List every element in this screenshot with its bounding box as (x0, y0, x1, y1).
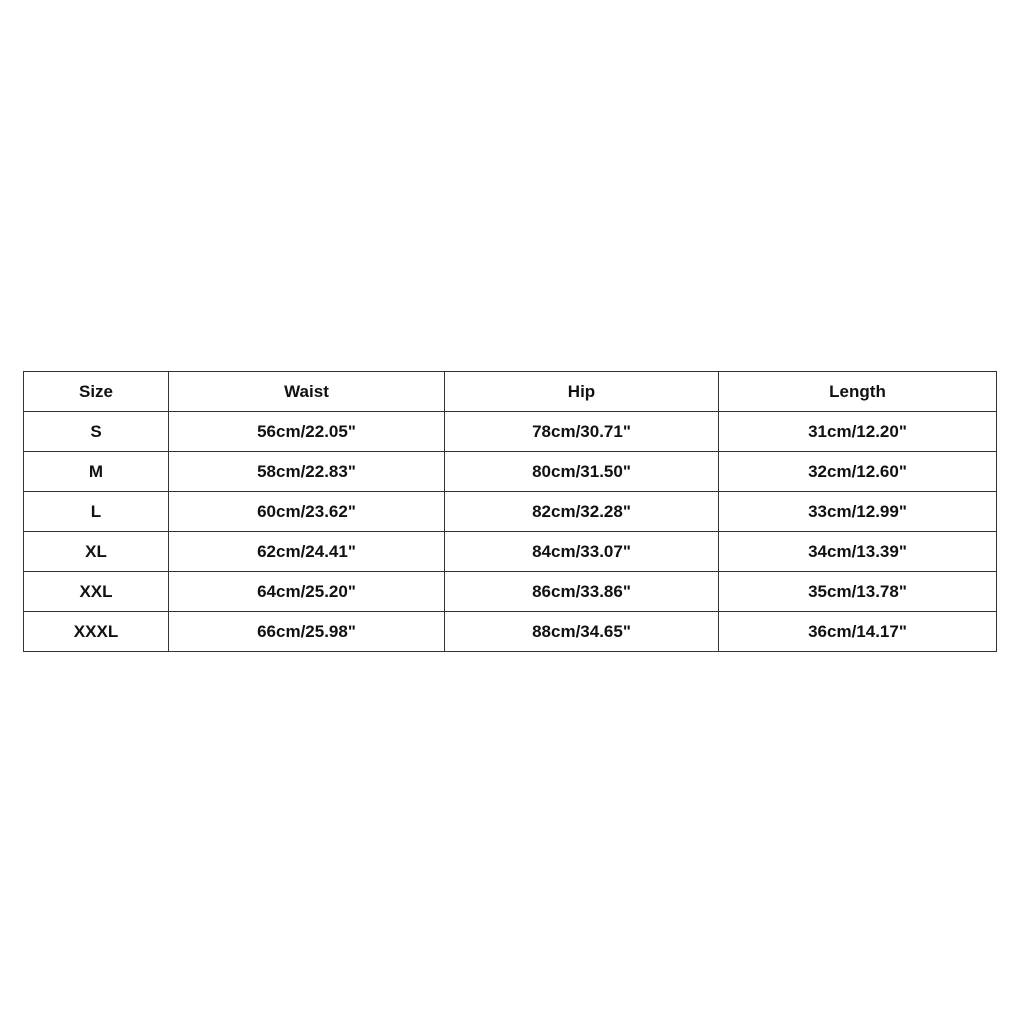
waist-cell: 64cm/25.20" (169, 572, 445, 612)
hip-cell: 80cm/31.50" (445, 452, 719, 492)
hip-cell: 86cm/33.86" (445, 572, 719, 612)
length-cell: 31cm/12.20" (719, 412, 997, 452)
length-cell: 32cm/12.60" (719, 452, 997, 492)
header-size: Size (24, 372, 169, 412)
length-cell: 36cm/14.17" (719, 612, 997, 652)
header-waist: Waist (169, 372, 445, 412)
waist-cell: 62cm/24.41" (169, 532, 445, 572)
size-chart-table (23, 371, 997, 652)
table-row (24, 612, 997, 652)
size-cell: M (24, 452, 169, 492)
hip-cell: 88cm/34.65" (445, 612, 719, 652)
table-row (24, 492, 997, 532)
waist-cell: 60cm/23.62" (169, 492, 445, 532)
size-cell: L (24, 492, 169, 532)
table-row (24, 532, 997, 572)
hip-cell: 78cm/30.71" (445, 412, 719, 452)
size-cell: XXXL (24, 612, 169, 652)
waist-cell: 56cm/22.05" (169, 412, 445, 452)
hip-cell: 84cm/33.07" (445, 532, 719, 572)
table-row (24, 412, 997, 452)
size-cell: XXL (24, 572, 169, 612)
length-cell: 35cm/13.78" (719, 572, 997, 612)
header-hip: Hip (445, 372, 719, 412)
waist-cell: 66cm/25.98" (169, 612, 445, 652)
size-cell: S (24, 412, 169, 452)
length-cell: 34cm/13.39" (719, 532, 997, 572)
waist-cell: 58cm/22.83" (169, 452, 445, 492)
table-row (24, 572, 997, 612)
table-header-row (24, 372, 997, 412)
size-cell: XL (24, 532, 169, 572)
hip-cell: 82cm/32.28" (445, 492, 719, 532)
length-cell: 33cm/12.99" (719, 492, 997, 532)
table-row (24, 452, 997, 492)
header-length: Length (719, 372, 997, 412)
